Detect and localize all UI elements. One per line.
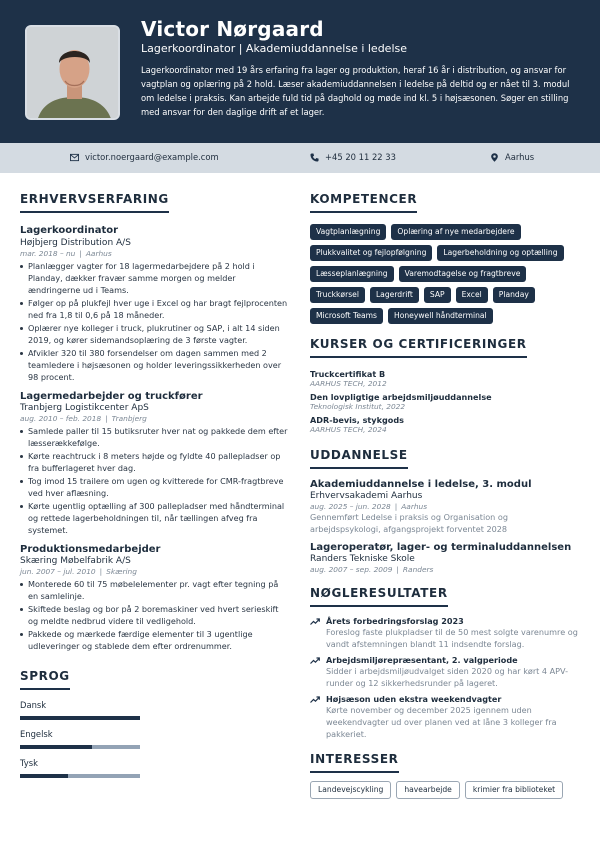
bullet-item: Planlægger vagter for 18 lagermedarbejdere på 2 hold i Planday, dækker fravær samme morgen og melder ændringerne ud i Teams. xyxy=(20,260,290,296)
job-headline: Lagerkoordinator | Akademiuddannelse i ledelse xyxy=(141,42,408,55)
job-dates: mar. 2018 – nu xyxy=(20,249,76,258)
languages-heading: SPROG xyxy=(20,669,70,690)
skill-tag: SAP xyxy=(424,287,451,303)
language-level-bar xyxy=(20,745,140,749)
skill-tag: Oplæring af nye medarbejdere xyxy=(391,224,520,240)
achievement-item xyxy=(310,694,580,740)
skill-tag: Planday xyxy=(493,287,535,303)
phone-text: +45 20 11 22 33 xyxy=(325,152,396,162)
bullet-item: Skiftede beslag og bor på 2 boremaskiner ved hvert serieskift og meldte nedbrud videre til vedligehold. xyxy=(20,603,290,627)
interest-tag: Landevejscykling xyxy=(310,781,391,799)
profile-photo-image xyxy=(27,27,120,120)
interest-tag: krimier fra biblioteket xyxy=(465,781,563,799)
achievement-title: Arbejdsmiljørepræsentant, 2. valgperiode xyxy=(326,655,518,665)
bullet-item: Afvikler 320 til 380 forsendelser om dagen sammen med 2 teamledere i højsæsonen og holder leveringssikkerheden over 98 procent. xyxy=(20,347,290,383)
job-bullets xyxy=(20,260,290,383)
language-level-fill xyxy=(20,745,92,749)
resume-header xyxy=(0,0,600,143)
contact-location xyxy=(490,152,534,162)
skill-tag: Truckkørsel xyxy=(310,287,365,303)
job-city: Tranbjerg xyxy=(111,414,147,423)
location-text: Aarhus xyxy=(505,152,535,162)
achievement-description: Kørte november og december 2025 igennem uden weekendvagter ud over planen ved at låne 3 kolleger fra pakkeriet. xyxy=(326,705,557,739)
right-column xyxy=(310,173,580,799)
bullet-item: Kørte reachtruck i 8 meters højde og fyldte 40 pallepladser op fra bufferlageret hver dag. xyxy=(20,450,290,474)
education-description: Gennemført Ledelse i praksis og Organisation og arbejdspsykologi, afgangsprojekt forventet 2028 xyxy=(310,512,508,534)
education-title: Lageroperatør, lager- og terminaluddannelsen xyxy=(310,542,572,553)
company-name: Højbjerg Distribution A/S xyxy=(20,238,131,248)
interests-heading: INTERESSER xyxy=(310,752,399,773)
cert-item xyxy=(310,369,580,388)
job-bullets xyxy=(20,425,290,536)
cert-list xyxy=(310,369,580,434)
language-item xyxy=(20,758,290,778)
job-meta: aug. 2010 – feb. 2018 | Tranbjerg xyxy=(20,414,147,423)
mail-icon xyxy=(70,153,79,162)
education-dates: aug. 2007 – sep. 2009 xyxy=(310,565,393,574)
bullet-item: Monterede 60 til 75 møbelelementer pr. vagt efter tegning på en samlelinje. xyxy=(20,578,290,602)
person-name: Victor Nørgaard xyxy=(141,17,324,41)
location-icon xyxy=(490,153,499,162)
cert-meta: AARHUS TECH, 2024 xyxy=(310,425,387,434)
school-name: Erhvervsakademi Aarhus xyxy=(310,491,423,501)
language-name: Tysk xyxy=(20,758,38,768)
achievement-item xyxy=(310,655,580,689)
language-item xyxy=(20,729,290,749)
achievement-title: Højsæson uden ekstra weekendvagter xyxy=(326,694,502,704)
profile-summary: Lagerkoordinator med 19 års erfaring fra lager og produktion, heraf 16 år i distribution, og ansvar for vagtplan og oplæring på 2 hold. Læser akademiuddannelsen i ledelse på deltid og er nået til 3. modul om ledelse i praksis. Kan arbejde fuld tid på daghold og møde ind kl. 5 i højsæsonen. Søger en stilling med ansvar for den daglige drift af et lager. xyxy=(141,65,570,117)
interest-tags xyxy=(310,781,580,799)
experience-heading: ERHVERVSERFARING xyxy=(20,192,169,213)
skill-tag: Excel xyxy=(456,287,488,303)
achievement-description: Sidder i arbejdsmiljøudvalget siden 2020 og har kørt 4 APV-runder og 12 sikkerhedsrunder på lageret. xyxy=(326,666,569,688)
certs-heading: KURSER OG CERTIFICERINGER xyxy=(310,337,527,358)
cert-name: ADR-bevis, stykgods xyxy=(310,415,404,425)
skills-tags xyxy=(310,224,580,324)
trend-up-icon xyxy=(310,695,320,704)
achievements-heading: NØGLERESULTATER xyxy=(310,586,448,607)
skill-tag: Plukkvalitet og fejlopfølgning xyxy=(310,245,432,261)
profile-photo xyxy=(25,25,120,120)
education-entry xyxy=(310,542,580,574)
language-level-bar xyxy=(20,716,140,720)
education-city: Aarhus xyxy=(401,502,428,511)
company-name: Tranbjerg Logistikcenter ApS xyxy=(20,403,149,413)
job-title: Lagermedarbejder og truckfører xyxy=(20,391,203,402)
bullet-item: Følger op på plukfejl hver uge i Excel og har bragt fejlprocenten ned fra 1,8 til 0,6 på 18 måneder. xyxy=(20,297,290,321)
left-column xyxy=(20,173,290,778)
skills-heading: KOMPETENCER xyxy=(310,192,417,213)
trend-up-icon xyxy=(310,656,320,665)
email-text: victor.noergaard@example.com xyxy=(85,152,219,162)
language-name: Dansk xyxy=(20,700,47,710)
job-meta: jun. 2007 – jul. 2010 | Skæring xyxy=(20,567,137,576)
skill-tag: Læsseplanlægning xyxy=(310,266,394,282)
education-dates: aug. 2025 – jun. 2028 xyxy=(310,502,391,511)
cert-name: Truckcertifikat B xyxy=(310,369,386,379)
bullet-item: Pakkede og mærkede færdige elementer til 3 ugentlige udleveringer og stablede dem efter ordrenummer. xyxy=(20,628,290,652)
job-bullets xyxy=(20,578,290,652)
bullet-item: Kørte ugentlig optælling af 300 pallepladser med håndterminal og rettede lagerbeholdningen til, når tællingen afveg fra systemet. xyxy=(20,500,290,536)
skill-tag: Varemodtagelse og fragtbreve xyxy=(399,266,527,282)
bullet-item: Oplærer nye kolleger i truck, plukrutiner og SAP, i alt 14 siden 2019, og kører sidemandsoplæring de 3 første vagter. xyxy=(20,322,290,346)
cert-meta: Teknologisk Institut, 2022 xyxy=(310,402,406,411)
experience-entry xyxy=(20,225,290,383)
job-title: Lagerkoordinator xyxy=(20,225,119,236)
education-heading: UDDANNELSE xyxy=(310,448,408,469)
language-list xyxy=(20,700,290,778)
education-entry xyxy=(310,479,580,535)
trend-up-icon xyxy=(310,617,320,626)
phone-icon xyxy=(310,153,319,162)
skill-tag: Lagerbeholdning og optælling xyxy=(437,245,563,261)
education-meta: aug. 2007 – sep. 2009 | Randers xyxy=(310,565,434,574)
language-name: Engelsk xyxy=(20,729,53,739)
experience-entry xyxy=(20,391,290,536)
job-meta: mar. 2018 – nu | Aarhus xyxy=(20,249,112,258)
skill-tag: Vagtplanlægning xyxy=(310,224,386,240)
skill-tag: Honeywell håndterminal xyxy=(388,308,493,324)
company-name: Skæring Møbelfabrik A/S xyxy=(20,556,131,566)
language-level-fill xyxy=(20,774,68,778)
skill-tag: Lagerdrift xyxy=(370,287,419,303)
achievement-list xyxy=(310,616,580,740)
bullet-item: Samlede paller til 15 butiksruter hver nat og pakkede dem efter læsserækkefølge. xyxy=(20,425,290,449)
job-city: Skæring xyxy=(106,567,137,576)
skill-tag: Microsoft Teams xyxy=(310,308,383,324)
cert-item xyxy=(310,415,580,434)
cert-meta: AARHUS TECH, 2012 xyxy=(310,379,387,388)
experience-entry xyxy=(20,544,290,652)
interest-tag: havearbejde xyxy=(396,781,460,799)
cert-name: Den lovpligtige arbejdsmiljøuddannelse xyxy=(310,392,492,402)
language-level-fill xyxy=(20,716,140,720)
achievement-description: Foreslog faste plukpladser til de 50 mest solgte varenumre og vandt afstemningen blandt 11 indsendte forslag. xyxy=(326,627,578,649)
school-name: Randers Tekniske Skole xyxy=(310,554,415,564)
achievement-item xyxy=(310,616,580,650)
contact-email[interactable] xyxy=(70,152,219,162)
language-level-bar xyxy=(20,774,140,778)
job-dates: jun. 2007 – jul. 2010 xyxy=(20,567,96,576)
job-dates: aug. 2010 – feb. 2018 xyxy=(20,414,102,423)
contact-phone[interactable] xyxy=(310,152,396,162)
education-title: Akademiuddannelse i ledelse, 3. modul xyxy=(310,479,532,490)
bullet-item: Tog imod 15 trailere om ugen og kvitterede for CMR-fragtbreve ved hver aflæsning. xyxy=(20,475,290,499)
education-meta: aug. 2025 – jun. 2028 | Aarhus xyxy=(310,502,428,511)
achievement-title: Årets forbedringsforslag 2023 xyxy=(326,616,464,626)
cert-item xyxy=(310,392,580,411)
language-item xyxy=(20,700,290,720)
education-city: Randers xyxy=(402,565,434,574)
contact-bar xyxy=(0,143,600,173)
job-title: Produktionsmedarbejder xyxy=(20,544,161,555)
job-city: Aarhus xyxy=(85,249,112,258)
